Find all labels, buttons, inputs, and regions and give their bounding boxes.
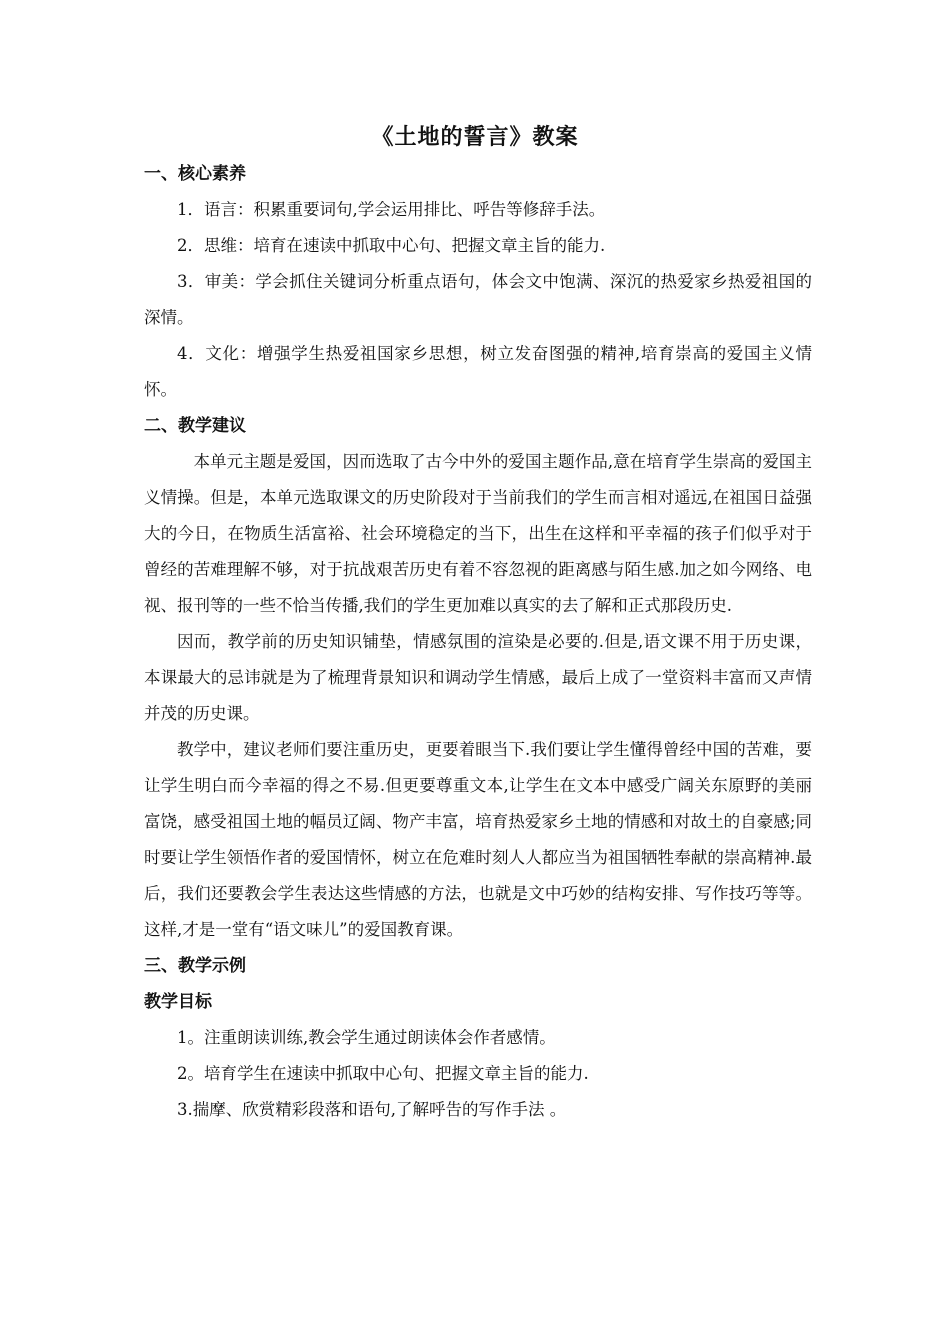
section-heading-core-literacy: 一、核心素养 [144,164,246,184]
teaching-objective-item: 2。培育学生在速读中抓取中心句、把握文章主旨的能力. [177,1064,589,1083]
teaching-suggestion-paragraph: 教学中，建议老师们要注重历史，更要着眼当下.我们要让学生懂得曾经中国的苦难，要让学生明白而今幸福的得之不易.但更要尊重文本,让学生在文本中感受广阔关东原野的美丽富饶，感受祖国土地的幅员辽阔、物产丰富，培育热爱家乡土地的情感和对故土的自豪感;同时要让学生领悟作者的爱国情怀，树立在危难时刻人人都应当为祖国牺牲奉献的崇高精神.最后，我们还要教会学生表达这些情感的方法，也就是文中巧妙的结构安排、写作技巧等等。这样,才是一堂有“语文味儿”的爱国教育课。 [144,740,812,939]
document-title: 《土地的誓言》教案 [371,125,579,150]
core-literacy-item-language: 1．语言：积累重要词句,学会运用排比、呼告等修辞手法。 [177,200,606,219]
document-body [144,156,812,1128]
core-literacy-item-culture: 4．文化：增强学生热爱祖国家乡思想，树立发奋图强的精神,培育崇高的爱国主义情怀。 [144,344,812,399]
core-literacy-item-aesthetics: 3．审美：学会抓住关键词分析重点语句，体会文中饱满、深沉的热爱家乡热爱祖国的深情。 [144,272,812,327]
section-heading-teaching-suggestions: 二、教学建议 [144,416,246,436]
section-heading-teaching-example: 三、教学示例 [144,956,246,976]
teaching-objective-item: 3.揣摩、欣赏精彩段落和语句,了解呼告的写作手法 。 [177,1100,567,1119]
core-literacy-item-thinking: 2．思维：培育在速读中抓取中心句、把握文章主旨的能力. [177,236,606,255]
teaching-suggestion-paragraph: 因而，教学前的历史知识铺垫，情感氛围的渲染是必要的.但是,语文课不用于历史课，本课最大的忌讳就是为了梳理背景知识和调动学生情感，最后上成了一堂资料丰富而又声情并茂的历史课。 [144,632,812,723]
subheading-teaching-objectives: 教学目标 [144,992,212,1012]
teaching-objective-item: 1。注重朗读训练,教会学生通过朗读体会作者感情。 [177,1028,556,1047]
teaching-suggestion-paragraph: 本单元主题是爱国，因而选取了古今中外的爱国主题作品,意在培育学生崇高的爱国主义情操。但是，本单元选取课文的历史阶段对于当前我们的学生而言相对遥远,在祖国日益强大的今日，在物质生活富裕、社会环境稳定的当下，出生在这样和平幸福的孩子们似乎对于曾经的苦难理解不够，对于抗战艰苦历史有着不容忽视的距离感与陌生感.加之如今网络、电视、报刊等的一些不恰当传播,我们的学生更加难以真实的去了解和正式那段历史. [144,452,812,615]
